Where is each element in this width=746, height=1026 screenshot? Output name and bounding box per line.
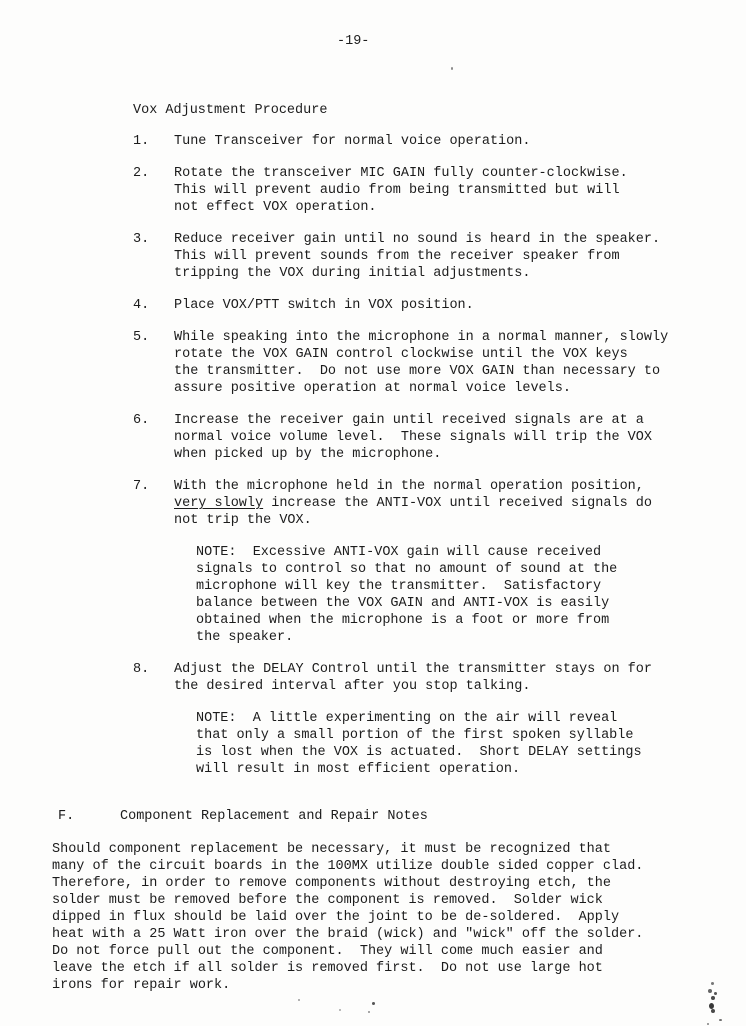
list-item-text xyxy=(174,133,530,150)
list-item xyxy=(133,478,746,529)
text-line: NOTE: A little experimenting on the air will reveal xyxy=(196,711,618,726)
scan-artifact xyxy=(714,992,717,995)
list-item-text xyxy=(174,297,474,314)
text-line: Therefore, in order to remove components without destroying etch, the xyxy=(52,876,611,891)
list-item-text xyxy=(174,661,652,695)
page-number: -19- xyxy=(337,34,370,49)
text-line: assure positive operation at normal voice levels. xyxy=(174,381,571,396)
list-item-number: 5. xyxy=(133,330,150,345)
text-line: irons for repair work. xyxy=(52,978,231,993)
section-heading-vox: Vox Adjustment Procedure xyxy=(133,103,328,118)
text-line: With the microphone held in the normal operation position, xyxy=(174,479,644,494)
text-line: is lost when the VOX is actuated. Short DELAY settings xyxy=(196,745,642,760)
page-content xyxy=(0,102,746,994)
note-block xyxy=(196,544,746,646)
list-item-number: 4. xyxy=(133,298,150,313)
list-item-number: 1. xyxy=(133,134,150,149)
list-item-text xyxy=(174,478,652,529)
list-item-text xyxy=(174,412,652,463)
text-line: microphone will key the transmitter. Satisfactory xyxy=(196,579,602,594)
text-line: the speaker. xyxy=(196,630,294,645)
list-item xyxy=(133,165,746,216)
list-item xyxy=(133,412,746,463)
section-heading-repair xyxy=(58,808,746,825)
text-line: leave the etch if all solder is removed first. Do not use large hot xyxy=(52,961,603,976)
underlined-text: very slowly xyxy=(174,496,264,511)
text-line: Place VOX/PTT switch in VOX position. xyxy=(174,298,474,313)
text-line: obtained when the microphone is a foot or more from xyxy=(196,613,610,628)
text-line: the desired interval after you stop talking. xyxy=(174,679,531,694)
scan-artifact xyxy=(711,1009,715,1013)
text-line: the transmitter. Do not use more VOX GAIN than necessary to xyxy=(174,364,661,379)
text-line: Reduce receiver gain until no sound is heard in the speaker. xyxy=(174,232,661,247)
text-line: Do not force pull out the component. They will come much easier and xyxy=(52,944,603,959)
text-segment: increase the ANTI-VOX until received signals do xyxy=(263,496,652,511)
list-item xyxy=(133,661,746,695)
text-line: This will prevent audio from being transmitted but will xyxy=(174,183,620,198)
list-item-number: 3. xyxy=(133,232,150,247)
text-line: balance between the VOX GAIN and ANTI-VOX is easily xyxy=(196,596,610,611)
scan-artifact xyxy=(298,999,300,1001)
list-item xyxy=(133,133,746,150)
list-item xyxy=(133,297,746,314)
text-line: tripping the VOX during initial adjustments. xyxy=(174,266,531,281)
list-item-number: 7. xyxy=(133,479,150,494)
text-line: Rotate the transceiver MIC GAIN fully counter-clockwise. xyxy=(174,166,628,181)
text-line: solder must be removed before the component is removed. Solder wick xyxy=(52,893,603,908)
section-label: F. xyxy=(58,809,75,824)
text-line: normal voice volume level. These signals will trip the VOX xyxy=(174,430,652,445)
note-block xyxy=(196,710,746,778)
list-item-number: 8. xyxy=(133,662,150,677)
list-item-number: 2. xyxy=(133,166,150,181)
text-line: Increase the receiver gain until received signals are at a xyxy=(174,413,644,428)
text-line: dipped in flux should be laid over the joint to be de-soldered. Apply xyxy=(52,910,620,925)
scan-artifact xyxy=(368,1011,370,1013)
vox-procedure-list xyxy=(0,133,746,778)
text-line: that only a small portion of the first spoken syllable xyxy=(196,728,634,743)
scan-artifact xyxy=(451,67,453,70)
list-item xyxy=(133,231,746,282)
text-line: rotate the VOX GAIN control clockwise until the VOX keys xyxy=(174,347,628,362)
text-line: Should component replacement be necessary, it must be recognized that xyxy=(52,842,611,857)
text-line: heat with a 25 Watt iron over the braid (wick) and "wick" off the solder. xyxy=(52,927,644,942)
text-line: NOTE: Excessive ANTI-VOX gain will cause received xyxy=(196,545,602,560)
scan-artifact xyxy=(708,989,712,993)
scan-artifact xyxy=(707,1023,709,1025)
scan-artifact xyxy=(339,1009,341,1011)
text-line: Adjust the DELAY Control until the transmitter stays on for xyxy=(174,662,652,677)
section-title: Component Replacement and Repair Notes xyxy=(120,809,428,824)
scan-artifact xyxy=(711,996,715,1000)
text-line: will result in most efficient operation. xyxy=(196,762,521,777)
list-item-number: 6. xyxy=(133,413,150,428)
text-line: when picked up by the microphone. xyxy=(174,447,442,462)
list-item-text xyxy=(174,231,660,282)
scan-artifact xyxy=(719,1019,722,1021)
repair-paragraph xyxy=(52,841,746,994)
scan-artifact xyxy=(711,982,714,985)
list-item xyxy=(133,329,746,397)
text-line xyxy=(174,495,652,512)
scan-artifact xyxy=(372,1002,375,1005)
text-line: While speaking into the microphone in a normal manner, slowly xyxy=(174,330,669,345)
text-line: This will prevent sounds from the receiver speaker from xyxy=(174,249,620,264)
text-line: Tune Transceiver for normal voice operation. xyxy=(174,134,531,149)
text-line: signals to control so that no amount of sound at the xyxy=(196,562,618,577)
list-item-text xyxy=(174,329,668,397)
text-line: not trip the VOX. xyxy=(174,513,312,528)
text-line: many of the circuit boards in the 100MX utilize double sided copper clad. xyxy=(52,859,644,874)
list-item-text xyxy=(174,165,628,216)
text-line: not effect VOX operation. xyxy=(174,200,377,215)
